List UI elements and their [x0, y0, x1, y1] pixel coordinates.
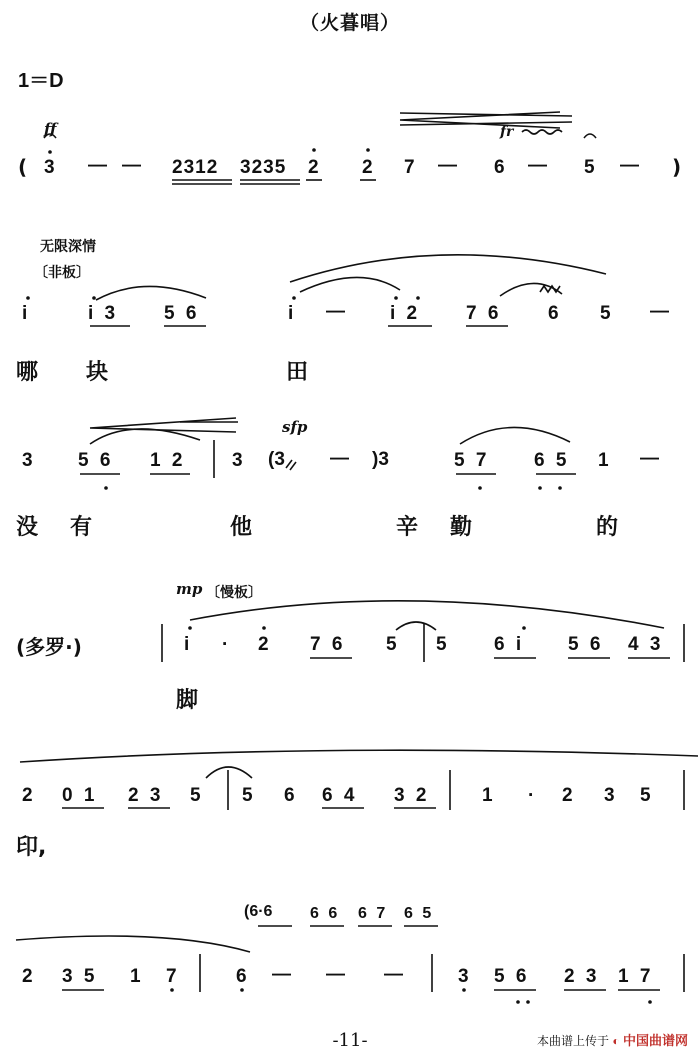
note: ) [672, 155, 682, 179]
octave-dot [526, 1000, 530, 1004]
dynamic-ff: ff [44, 120, 57, 138]
octave-dot [366, 148, 370, 152]
note-group: 7 6 [310, 634, 343, 655]
slur-mark [290, 255, 606, 282]
dash: — [122, 155, 141, 176]
note-group: 4 3 [628, 634, 661, 655]
octave-dot [648, 1000, 652, 1004]
tempo-mark: 〔非板〕 [34, 264, 90, 280]
octave-dot [538, 486, 542, 490]
dash: — [620, 155, 639, 176]
note: 2 [22, 966, 33, 987]
site-logo-icon: ◐ [612, 1034, 620, 1048]
note: i [288, 303, 294, 324]
lyric: 辛 [396, 515, 419, 540]
note-group: 7 6 [466, 303, 499, 324]
octave-dot [516, 1000, 520, 1004]
note: 1 [482, 785, 493, 806]
note: i [22, 303, 28, 324]
dash: — [438, 155, 457, 176]
dash: — [528, 155, 547, 176]
lyric: 没 [16, 515, 39, 540]
octave-dot [240, 988, 244, 992]
note: 7 [166, 966, 177, 987]
note: 5 [436, 634, 447, 655]
octave-dot [478, 486, 482, 490]
lyric: 有 [70, 515, 93, 540]
note: 6 [236, 966, 247, 987]
octave-dot [394, 296, 398, 300]
dash: — [88, 155, 107, 176]
note-group: 3 5 [62, 966, 95, 987]
note-group: 5 6 [568, 634, 601, 655]
lyric: 哪 [16, 360, 39, 385]
note-group: i 3 [88, 303, 116, 324]
tempo-mark: 〔慢板〕 [206, 584, 262, 600]
note-group: 2 3 [564, 966, 597, 987]
dash: — [640, 448, 659, 469]
dynamic-mp: mp [176, 580, 203, 598]
footer-watermark [537, 1030, 688, 1049]
dash: — [326, 301, 345, 322]
tremolo-mark [286, 460, 292, 468]
octave-dot [416, 296, 420, 300]
note: )3 [372, 449, 389, 470]
lyric: 脚 [176, 688, 199, 713]
note: 7 [404, 157, 415, 178]
note-group: 2312 [172, 157, 219, 178]
note: ( [18, 155, 28, 179]
note-group: 5 6 [78, 450, 111, 471]
dash: — [272, 964, 291, 985]
interlude-note: (6·6 [244, 903, 273, 920]
slur-mark [96, 286, 206, 300]
trill-mark: fr [500, 124, 514, 140]
fermata-mark [584, 134, 596, 138]
octave-dot [188, 626, 192, 630]
note-group: 6 5 [534, 450, 567, 471]
dash: — [326, 964, 345, 985]
note: 2 [258, 634, 269, 655]
instrumental-intro: (多罗·) [16, 635, 82, 659]
octave-dot [312, 148, 316, 152]
slur-mark [300, 277, 400, 292]
note-group: i 2 [390, 303, 418, 324]
slur-mark [16, 936, 250, 952]
note-group: 5 6 [164, 303, 197, 324]
lyric: 印, [16, 835, 47, 860]
note: i [184, 634, 190, 655]
dash: — [330, 448, 349, 469]
note: 3 [232, 450, 243, 471]
note: 5 [600, 303, 611, 324]
octave-dot [292, 296, 296, 300]
note: 5 [386, 634, 397, 655]
dot: · [222, 634, 229, 655]
page-number: -11- [332, 1030, 368, 1051]
interlude-note: 6 5 [404, 905, 432, 922]
hairpin-mark [90, 418, 236, 432]
tremolo-mark [290, 462, 296, 470]
key-signature: 1＝D [18, 70, 64, 92]
dynamic-sfp: sfp [282, 418, 308, 436]
fermata-mark [44, 134, 56, 138]
note: 3 [44, 157, 55, 178]
dash: — [384, 964, 403, 985]
interlude-note: 6 6 [310, 905, 338, 922]
octave-dot [170, 988, 174, 992]
note: 5 [584, 157, 595, 178]
lyric: 田 [286, 360, 309, 385]
note: 6 [284, 785, 295, 806]
dash: — [650, 301, 669, 322]
note-group: 0 1 [62, 785, 95, 806]
expression-mark: 无限深情 [40, 238, 96, 254]
slur-mark [460, 427, 570, 444]
slur-mark [206, 767, 252, 778]
note-group: 6 i [494, 634, 522, 655]
note-group: 1 7 [618, 966, 651, 987]
note: 2 [308, 157, 319, 178]
slur-mark [500, 283, 562, 296]
note-group: 3235 [240, 157, 287, 178]
note-group: 5 7 [454, 450, 487, 471]
note: 1 [598, 450, 609, 471]
lyric: 他 [230, 515, 253, 540]
note: 2 [22, 785, 33, 806]
note: 3 [22, 450, 33, 471]
lyric: 勤 [450, 515, 473, 540]
note: 2 [362, 157, 373, 178]
octave-dot [92, 296, 96, 300]
note: 6 [494, 157, 505, 178]
slur-mark [20, 750, 698, 762]
piece-title: （火暮唱） [299, 13, 400, 34]
footer-brand: 中国曲谱网 [622, 1033, 688, 1048]
note: 3 [458, 966, 469, 987]
note: 6 [548, 303, 559, 324]
note-group: 3 2 [394, 785, 427, 806]
lyric: 块 [86, 360, 109, 385]
note: 1 [130, 966, 141, 987]
note: 2 [562, 785, 573, 806]
octave-dot [522, 626, 526, 630]
octave-dot [26, 296, 30, 300]
note: 5 [190, 785, 201, 806]
note: 5 [640, 785, 651, 806]
octave-dot [558, 486, 562, 490]
footer-text: 本曲谱上传于 [537, 1034, 610, 1048]
lyric: 的 [596, 515, 619, 540]
note-group: 6 4 [322, 785, 355, 806]
trill-wave [522, 130, 562, 134]
note-group: 1 2 [150, 450, 183, 471]
dot: · [528, 785, 535, 806]
note: 5 [242, 785, 253, 806]
slur-mark [396, 622, 436, 630]
interlude-note: 6 7 [358, 905, 386, 922]
octave-dot [462, 988, 466, 992]
note: 3 [604, 785, 615, 806]
octave-dot [48, 150, 52, 154]
note: (3 [268, 449, 285, 470]
octave-dot [262, 626, 266, 630]
note-group: 2 3 [128, 785, 161, 806]
octave-dot [104, 486, 108, 490]
note-group: 5 6 [494, 966, 527, 987]
